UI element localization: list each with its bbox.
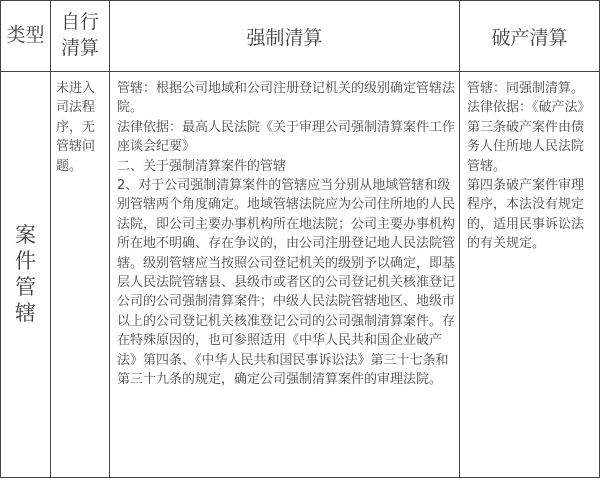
bankruptcy-legal-basis-paragraph: 法律依据：《破产法》: [467, 100, 591, 116]
row-type-cell: [1, 71, 51, 477]
header-bankruptcy-liquidation-cell: [460, 1, 599, 71]
compulsory-liquidation-cell: [110, 71, 460, 477]
header-self-liquidation-label: 自行清算: [60, 11, 99, 59]
bankruptcy-jurisdiction-paragraph: 管辖：同强制清算。: [467, 81, 585, 96]
bankruptcy-article-4-paragraph: 第四条破产案件审理程序，本法没有规定的，适用民事诉讼法的有关规定。: [467, 178, 585, 252]
compulsory-legal-basis-paragraph: 法律依据：最高人民法院《关于审理公司强制清算案件工作座谈会纪要》: [117, 119, 456, 155]
row-type-label: 案件管辖: [14, 222, 36, 326]
header-compulsory-liquidation-cell: [110, 1, 460, 71]
header-compulsory-liquidation-label: 强制清算: [246, 26, 323, 49]
compulsory-section-heading: 二、关于强制清算案件的管辖: [117, 158, 287, 174]
table-header-row: [1, 1, 599, 72]
self-liquidation-text: 未进入司法程序，无管辖问题。: [56, 81, 96, 174]
compulsory-liquidation-text: [110, 71, 459, 390]
table-row-case-jurisdiction: [1, 71, 599, 477]
header-self-liquidation-cell: [51, 1, 110, 71]
bankruptcy-liquidation-cell: [460, 71, 599, 477]
self-liquidation-cell: [51, 71, 110, 477]
header-bankruptcy-liquidation-label: 破产清算: [491, 26, 568, 49]
header-type-cell: [1, 1, 51, 71]
compulsory-jurisdiction-paragraph: 管辖：根据公司地域和公司注册登记机关的级别确定管辖法院。: [117, 81, 456, 116]
header-type-label: 类型: [6, 24, 45, 47]
bankruptcy-article-3-paragraph: 第三条破产案件由债务人住所地人民法院管辖。: [467, 119, 585, 174]
bankruptcy-liquidation-text: [460, 71, 599, 254]
compulsory-detail-paragraph: 2、对于公司强制清算案件的管辖应当分别从地域管辖和级别管辖两个角度确定。地域管辖法院应为公司住所地的人民法院，即公司主要办事机构所在地法院；公司主要办事机构所在地不明确、存在争议的，由公司注册登记地人民法院管辖。级别管辖应当按照公司登记机关的级别予以确定，即基层人民法院管辖县、县级市或者区的公司登记机关核准登记公司的公司强制清算案件；中级人民法院管辖地区、地级市以上的公司登记机关核准登记公司的公司强制清算案件。存在特殊原因的，也可参照适用《中华人民共和国企业破产法》第四条、《中华人民共和国民事诉讼法》第三十七条和第三十九条的规定，确定公司强制清算案件的审理法院。: [117, 178, 456, 388]
